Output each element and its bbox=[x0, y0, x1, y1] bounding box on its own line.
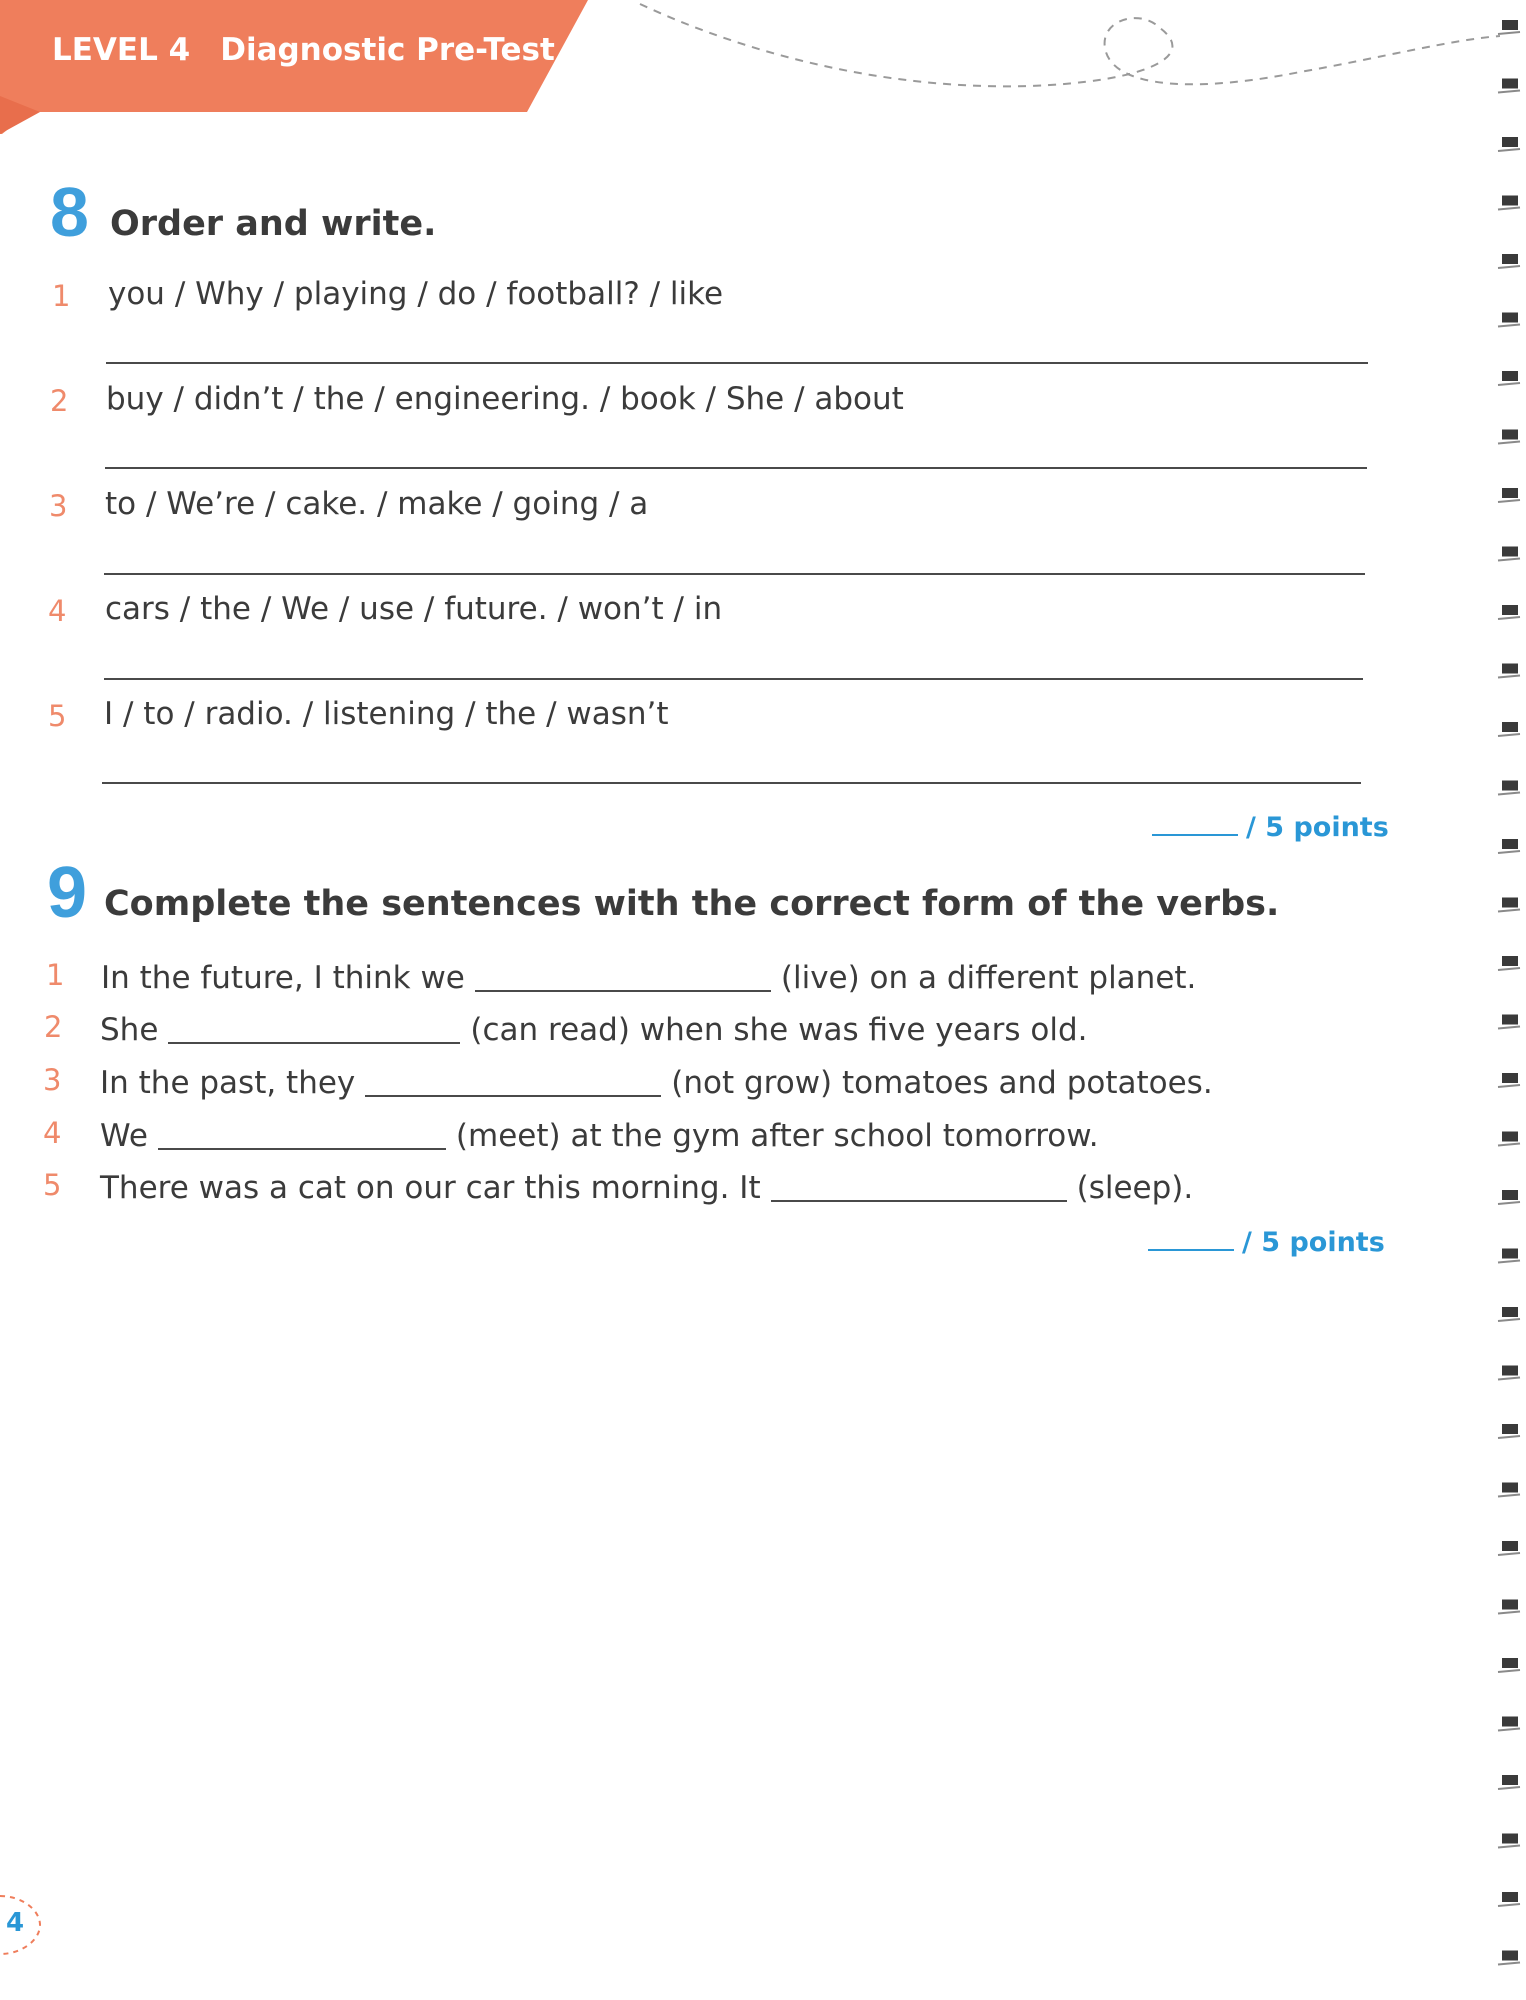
item-number: 3 bbox=[49, 489, 68, 523]
spiral-coil-edge bbox=[1498, 910, 1520, 912]
spiral-coil bbox=[1502, 1658, 1518, 1668]
spiral-binding bbox=[1492, 0, 1526, 2000]
spiral-coil-edge bbox=[1498, 1202, 1520, 1204]
spiral-coil bbox=[1502, 371, 1518, 381]
item-number: 5 bbox=[43, 1168, 62, 1202]
sentence bbox=[100, 1061, 1213, 1101]
sentence-start: In the future, I think we bbox=[101, 960, 465, 996]
exercise-number: 8 bbox=[50, 173, 89, 251]
spiral-coil bbox=[1502, 79, 1518, 89]
verb-hint: (can read) when she was five years old. bbox=[470, 1012, 1088, 1048]
spiral-coil bbox=[1502, 1249, 1518, 1259]
header-banner bbox=[0, 0, 600, 140]
answer-line[interactable] bbox=[102, 782, 1361, 784]
spiral-coil bbox=[1502, 1424, 1518, 1434]
answer-blank[interactable] bbox=[475, 960, 771, 992]
spiral-coil bbox=[1502, 898, 1518, 908]
spiral-coil bbox=[1502, 1307, 1518, 1317]
spiral-coil bbox=[1502, 605, 1518, 615]
spiral-coil bbox=[1502, 781, 1518, 791]
item-text: you / Why / playing / do / football? / like bbox=[108, 276, 724, 312]
answer-line[interactable] bbox=[105, 467, 1367, 469]
spiral-coil-edge bbox=[1498, 1495, 1520, 1497]
item-text: cars / the / We / use / future. / won’t / in bbox=[105, 591, 723, 627]
item-text: buy / didn’t / the / engineering. / book / She / about bbox=[106, 381, 904, 417]
sentence bbox=[101, 956, 1196, 996]
spiral-coil-edge bbox=[1498, 1085, 1520, 1087]
answer-blank[interactable] bbox=[771, 1170, 1067, 1202]
spiral-coil bbox=[1502, 254, 1518, 264]
spiral-coil-edge bbox=[1498, 32, 1520, 34]
spiral-coil-edge bbox=[1498, 1612, 1520, 1614]
item-number: 1 bbox=[52, 279, 71, 313]
level-label: LEVEL 4 bbox=[52, 32, 191, 68]
spiral-coil bbox=[1502, 1541, 1518, 1551]
spiral-coil-edge bbox=[1498, 1904, 1520, 1906]
spiral-coil bbox=[1502, 1073, 1518, 1083]
verb-hint: (sleep). bbox=[1076, 1170, 1194, 1206]
spiral-coil-edge bbox=[1498, 676, 1520, 678]
verb-hint: (meet) at the gym after school tomorrow. bbox=[455, 1118, 1099, 1154]
spiral-coil-edge bbox=[1498, 1553, 1520, 1555]
spiral-coil-edge bbox=[1498, 208, 1520, 210]
spiral-coil-edge bbox=[1498, 968, 1520, 970]
sentence-start: There was a cat on our car this morning. It bbox=[100, 1170, 761, 1206]
item-number: 4 bbox=[48, 594, 67, 628]
spiral-coil-edge bbox=[1498, 1963, 1520, 1965]
answer-line[interactable] bbox=[104, 573, 1365, 575]
sentence-start: We bbox=[100, 1118, 148, 1154]
answer-blank[interactable] bbox=[158, 1118, 446, 1150]
spiral-coil bbox=[1502, 196, 1518, 206]
spiral-coil bbox=[1502, 20, 1518, 30]
answer-line[interactable] bbox=[106, 362, 1368, 364]
score-blank[interactable] bbox=[1152, 832, 1238, 836]
item-number: 3 bbox=[43, 1063, 62, 1097]
header-title bbox=[52, 32, 555, 68]
spiral-coil-edge bbox=[1498, 1846, 1520, 1848]
exercise-title: Order and write. bbox=[110, 204, 437, 244]
spiral-coil-edge bbox=[1498, 266, 1520, 268]
spiral-coil bbox=[1502, 956, 1518, 966]
points-label: / 5 points bbox=[1242, 1227, 1385, 1258]
spiral-coil bbox=[1502, 1366, 1518, 1376]
spiral-coil-edge bbox=[1498, 793, 1520, 795]
spiral-coil bbox=[1502, 1834, 1518, 1844]
page-number-text: 4 bbox=[6, 1908, 25, 1938]
spiral-coil-edge bbox=[1498, 1027, 1520, 1029]
spiral-coil-edge bbox=[1498, 383, 1520, 385]
spiral-coil-edge bbox=[1498, 1144, 1520, 1146]
spiral-coil bbox=[1502, 1190, 1518, 1200]
spiral-coil-edge bbox=[1498, 1436, 1520, 1438]
sentence bbox=[100, 1166, 1193, 1206]
spiral-coil bbox=[1502, 1892, 1518, 1902]
item-number: 4 bbox=[43, 1116, 62, 1150]
item-text: I / to / radio. / listening / the / wasn’t bbox=[104, 696, 669, 732]
item-number: 5 bbox=[48, 699, 67, 733]
answer-blank[interactable] bbox=[365, 1065, 661, 1097]
spiral-coil bbox=[1502, 547, 1518, 557]
spiral-coil-edge bbox=[1498, 617, 1520, 619]
item-number: 2 bbox=[50, 384, 69, 418]
sentence-start: She bbox=[100, 1012, 159, 1048]
item-text: to / We’re / cake. / make / going / a bbox=[105, 486, 649, 522]
spiral-coil bbox=[1502, 1717, 1518, 1727]
spiral-coil bbox=[1502, 1951, 1518, 1961]
spiral-coil-edge bbox=[1498, 442, 1520, 444]
spiral-coil bbox=[1502, 722, 1518, 732]
test-title: Diagnostic Pre-Test bbox=[220, 32, 555, 68]
spiral-coil-edge bbox=[1498, 851, 1520, 853]
spiral-coil-edge bbox=[1498, 1261, 1520, 1263]
score-blank[interactable] bbox=[1148, 1247, 1234, 1251]
spiral-coil bbox=[1502, 137, 1518, 147]
answer-blank[interactable] bbox=[168, 1012, 460, 1044]
verb-hint: (live) on a different planet. bbox=[780, 960, 1197, 996]
spiral-coil-edge bbox=[1498, 1787, 1520, 1789]
page-number bbox=[0, 1892, 46, 1958]
spiral-coil-edge bbox=[1498, 149, 1520, 151]
spiral-coil-edge bbox=[1498, 500, 1520, 502]
spiral-coil-edge bbox=[1498, 1729, 1520, 1731]
spiral-coil-edge bbox=[1498, 91, 1520, 93]
spiral-coil bbox=[1502, 1600, 1518, 1610]
spiral-coil bbox=[1502, 1483, 1518, 1493]
points-score bbox=[1148, 1227, 1385, 1258]
spiral-coil-edge bbox=[1498, 1670, 1520, 1672]
spiral-coil bbox=[1502, 1015, 1518, 1025]
sentence bbox=[100, 1114, 1099, 1154]
sentence bbox=[100, 1008, 1088, 1048]
item-number: 2 bbox=[44, 1010, 63, 1044]
spiral-coil-edge bbox=[1498, 1319, 1520, 1321]
exercise-number: 9 bbox=[47, 853, 88, 933]
spiral-coil-edge bbox=[1498, 559, 1520, 561]
spiral-coil bbox=[1502, 664, 1518, 674]
spiral-coil bbox=[1502, 839, 1518, 849]
spiral-coil bbox=[1502, 430, 1518, 440]
dashed-path-decoration bbox=[600, 0, 1500, 120]
verb-hint: (not grow) tomatoes and potatoes. bbox=[671, 1065, 1213, 1101]
points-label: / 5 points bbox=[1246, 812, 1389, 843]
spiral-coil bbox=[1502, 313, 1518, 323]
exercise-title: Complete the sentences with the correct form of the verbs. bbox=[104, 884, 1280, 924]
points-score bbox=[1152, 812, 1389, 843]
answer-line[interactable] bbox=[104, 678, 1363, 680]
spiral-coil bbox=[1502, 488, 1518, 498]
item-number: 1 bbox=[46, 958, 65, 992]
spiral-coil-edge bbox=[1498, 325, 1520, 327]
spiral-coil-edge bbox=[1498, 1378, 1520, 1380]
spiral-coil bbox=[1502, 1132, 1518, 1142]
spiral-coil-edge bbox=[1498, 734, 1520, 736]
spiral-coil bbox=[1502, 1775, 1518, 1785]
sentence-start: In the past, they bbox=[100, 1065, 356, 1101]
